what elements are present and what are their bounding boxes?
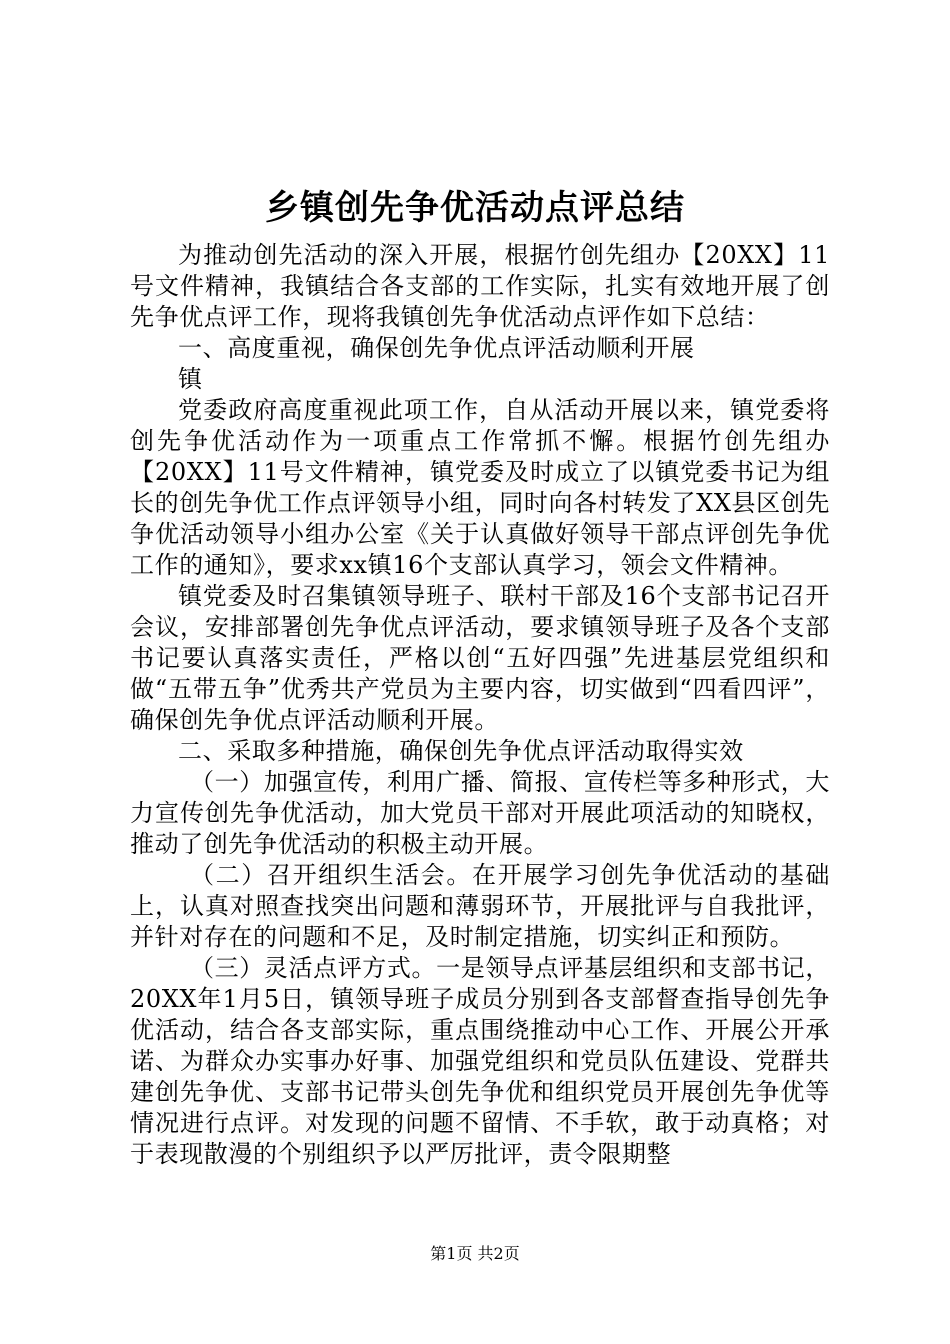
- paragraph-body: 党委政府高度重视此项工作，自从活动开展以来，镇党委将创先争优活动作为一项重点工作常抓不懈。根据竹创先组办【20XX】11号文件精神，镇党委及时成立了以镇党委书记为组长的创先争优工作点评领导小组，同时向各村转发了XX县区创先争优活动领导小组办公室《关于认真做好领导干部点评创先争优工作的通知》，要求xx镇16个支部认真学习，领会文件精神。: [130, 396, 830, 579]
- paragraph-subitem: （二）召开组织生活会。在开展学习创先争优活动的基础上，认真对照查找突出问题和薄弱环节，开展批评与自我批评，并针对存在的问题和不足，及时制定措施，切实纠正和预防。: [130, 861, 830, 951]
- section-heading-1: 一、高度重视，确保创先争优点评活动顺利开展: [178, 334, 695, 362]
- paragraph-fragment: 镇: [178, 365, 203, 393]
- document-body: [130, 240, 830, 1170]
- paragraph-subitem: （一）加强宣传，利用广播、简报、宣传栏等多种形式，大力宣传创先争优活动，加大党员干部对开展此项活动的知晓权，推动了创先争优活动的积极主动开展。: [130, 768, 830, 858]
- paragraph-intro: 为推动创先活动的深入开展，根据竹创先组办【20XX】11号文件精神，我镇结合各支部的工作实际，扎实有效地开展了创先争优点评工作，现将我镇创先争优活动点评作如下总结：: [130, 241, 830, 331]
- paragraph-body: 镇党委及时召集镇领导班子、联村干部及16个支部书记召开会议，安排部署创先争优点评活动，要求镇领导班子及各个支部书记要认真落实责任，严格以创“五好四强”先进基层党组织和做“五带五争”优秀共产党员为主要内容，切实做到“四看四评”，确保创先争优点评活动顺利开展。: [130, 582, 830, 734]
- page-footer: 第1页 共2页: [430, 1244, 520, 1263]
- section-heading-2: 二、采取多种措施，确保创先争优点评活动取得实效: [178, 737, 744, 765]
- document-title: 乡镇创先争优活动点评总结: [265, 188, 685, 228]
- paragraph-subitem: （三）灵活点评方式。一是领导点评基层组织和支部书记，20XX年1月5日，镇领导班子成员分别到各支部督查指导创先争优活动，结合各支部实际，重点围绕推动中心工作、开展公开承诺、为群众办实事办好事、加强党组织和党员队伍建设、党群共建创先争优、支部书记带头创先争优和组织党员开展创先争优等情况进行点评。对发现的问题不留情、不手软，敢于动真格；对于表现散漫的个别组织予以严厉批评，责令限期整: [130, 954, 830, 1168]
